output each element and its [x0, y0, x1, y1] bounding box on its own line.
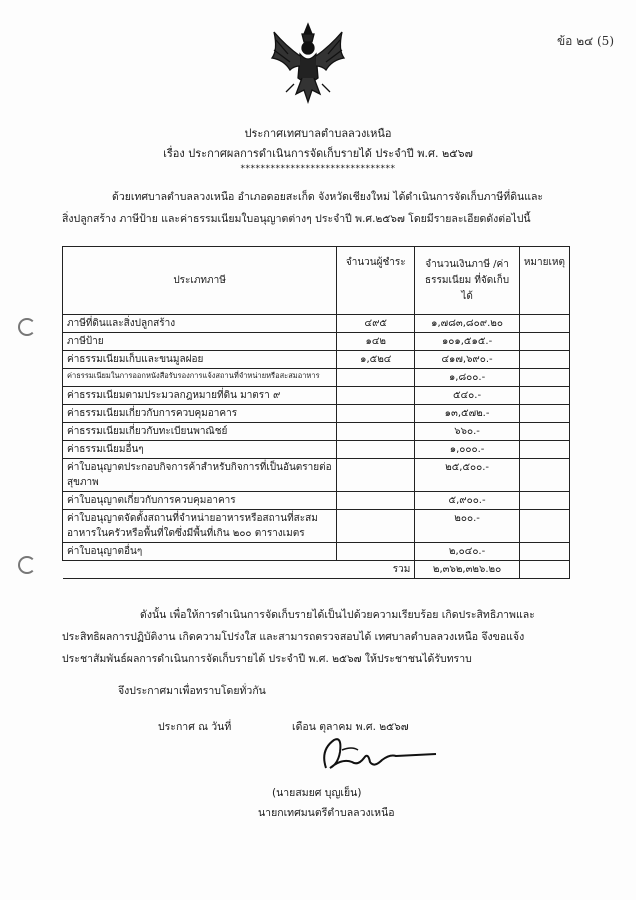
row-payers: [337, 510, 415, 543]
date-month-year: เดือน ตุลาคม พ.ศ. ๒๕๖๗: [292, 721, 409, 733]
table-row: [63, 543, 570, 561]
row-amount: ๑,๐๐๐.-: [415, 441, 519, 459]
row-note: [519, 315, 569, 333]
row-amount: ๑,๘๐๐.-: [415, 369, 519, 387]
subject-title: เรื่อง ประกาศผลการดำเนินการจัดเก็บรายได้ ประจำปี พ.ศ. ๒๕๖๗: [163, 147, 473, 160]
row-note: [519, 423, 569, 441]
row-amount: ๒๐๐.-: [415, 510, 519, 543]
signer-title: นายกเทศมนตรีตำบลลวงเหนือ: [258, 807, 395, 819]
table-row: [63, 441, 570, 459]
total-note: [519, 561, 569, 579]
intro-line-2: สิ่งปลูกสร้าง ภาษีป้าย และค่าธรรมเนียมใบอนุญาตต่างๆ ประจำปี พ.ศ.๒๕๖๗ โดยมีรายละเอียดดังต่อไปนี้: [62, 213, 531, 225]
row-tax-type: ค่าใบอนุญาตประกอบกิจการค้าสำหรับกิจการที่เป็นอันตรายต่อสุขภาพ: [63, 459, 337, 492]
row-tax-type: ค่าใบอนุญาตเกี่ยวกับการควบคุมอาคาร: [63, 492, 337, 510]
signer-name: (นายสมยศ บุญเย็น): [272, 787, 362, 799]
total-row: [63, 561, 570, 579]
row-payers: [337, 441, 415, 459]
row-tax-type: ค่าใบอนุญาตอื่นๆ: [63, 543, 337, 561]
table-row: [63, 369, 570, 387]
row-payers: [337, 492, 415, 510]
row-payers: [337, 459, 415, 492]
issuer-title: ประกาศเทศบาลตำบลลวงเหนือ: [244, 127, 392, 140]
row-tax-type: ค่าใบอนุญาตจัดตั้งสถานที่จำหน่ายอาหารหรือสถานที่สะสมอาหารในครัวหรือพื้นที่ใดซึ่งมีพื้นที่เกิน ๒๐๐ ตารางเมตร: [63, 510, 337, 543]
row-tax-type: ค่าธรรมเนียมอื่นๆ: [63, 441, 337, 459]
row-note: [519, 351, 569, 369]
row-amount: ๒๕,๕๐๐.-: [415, 459, 519, 492]
punch-hole-top: [18, 318, 36, 336]
row-note: [519, 510, 569, 543]
row-note: [519, 441, 569, 459]
row-payers: ๔๙๕: [337, 315, 415, 333]
row-tax-type: ค่าธรรมเนียมเกี่ยวกับการควบคุมอาคาร: [63, 405, 337, 423]
conclusion-line-2: ประสิทธิผลการปฏิบัติงาน เกิดความโปร่งใส และสามารถตรวจสอบได้ เทศบาลตำบลลวงเหนือ จึงขอแจ้ง: [62, 631, 525, 643]
header-amount: จำนวนเงินภาษี /ค่าธรรมเนียม ที่จัดเก็บได้: [415, 247, 519, 315]
table-header-row: [63, 247, 570, 315]
table-row: [63, 387, 570, 405]
announced-label: ประกาศ ณ วันที่: [158, 721, 232, 733]
intro-line-1: ด้วยเทศบาลตำบลลวงเหนือ อำเภอดอยสะเก็ด จังหวัดเชียงใหม่ ได้ดำเนินการจัดเก็บภาษีที่ดินและ: [112, 191, 544, 203]
header-payers: จำนวนผู้ชำระ: [337, 247, 415, 315]
conclusion-line-3: ประชาสัมพันธ์ผลการดำเนินการจัดเก็บรายได้ ประจำปี พ.ศ. ๒๕๖๗ ให้ประชาชนได้รับทราบ: [62, 653, 472, 665]
row-tax-type: ภาษีป้าย: [63, 333, 337, 351]
row-tax-type: ภาษีที่ดินและสิ่งปลูกสร้าง: [63, 315, 337, 333]
row-tax-type: ค่าธรรมเนียมในการออกหนังสือรับรองการแจ้งสถานที่จำหน่ายหรือสะสมอาหาร: [63, 369, 337, 387]
row-note: [519, 492, 569, 510]
header-tax-type: ประเภทภาษี: [63, 247, 337, 315]
row-tax-type: ค่าธรรมเนียมตามประมวลกฎหมายที่ดิน มาตรา ๙: [63, 387, 337, 405]
header-note: หมายเหตุ: [519, 247, 569, 315]
signature: [312, 728, 442, 780]
row-amount: ๕๔๐.-: [415, 387, 519, 405]
punch-hole-bottom: [18, 556, 36, 574]
row-payers: [337, 423, 415, 441]
revenue-table: [62, 246, 570, 579]
row-payers: [337, 543, 415, 561]
row-note: [519, 369, 569, 387]
conclusion-line-1: ดังนั้น เพื่อให้การดำเนินการจัดเก็บรายได้เป็นไปด้วยความเรียบร้อย เกิดประสิทธิภาพและ: [140, 609, 535, 621]
row-amount: ๑๐๑,๕๑๕.-: [415, 333, 519, 351]
table-row: [63, 459, 570, 492]
row-tax-type: ค่าธรรมเนียมเกี่ยวกับทะเบียนพาณิชย์: [63, 423, 337, 441]
table-row: [63, 315, 570, 333]
stars-divider: *******************************: [240, 164, 396, 174]
row-amount: ๕,๙๐๐.-: [415, 492, 519, 510]
table-row: [63, 405, 570, 423]
row-payers: [337, 387, 415, 405]
row-payers: [337, 405, 415, 423]
table-row: [63, 510, 570, 543]
garuda-emblem: [268, 20, 348, 106]
row-amount: ๑,๗๘๓,๘๐๙.๒๐: [415, 315, 519, 333]
row-amount: ๖๖๐.-: [415, 423, 519, 441]
row-amount: ๑๓,๕๗๒.-: [415, 405, 519, 423]
handwritten-reference: ข้อ ๒๔ (5): [556, 34, 614, 48]
table-row: [63, 333, 570, 351]
row-note: [519, 405, 569, 423]
row-payers: ๑,๕๒๔: [337, 351, 415, 369]
row-note: [519, 459, 569, 492]
table-row: [63, 492, 570, 510]
table-row: [63, 423, 570, 441]
row-note: [519, 543, 569, 561]
closing-statement: จึงประกาศมาเพื่อทราบโดยทั่วกัน: [118, 685, 266, 697]
row-note: [519, 333, 569, 351]
row-payers: [337, 369, 415, 387]
row-note: [519, 387, 569, 405]
total-amount: ๒,๓๖๒,๓๒๖.๒๐: [415, 561, 519, 579]
row-payers: ๑๔๒: [337, 333, 415, 351]
table-row: [63, 351, 570, 369]
row-tax-type: ค่าธรรมเนียมเก็บและขนมูลฝอย: [63, 351, 337, 369]
row-amount: ๒,๐๔๐.-: [415, 543, 519, 561]
row-amount: ๔๑๗,๖๙๐.-: [415, 351, 519, 369]
total-label: รวม: [63, 561, 415, 579]
